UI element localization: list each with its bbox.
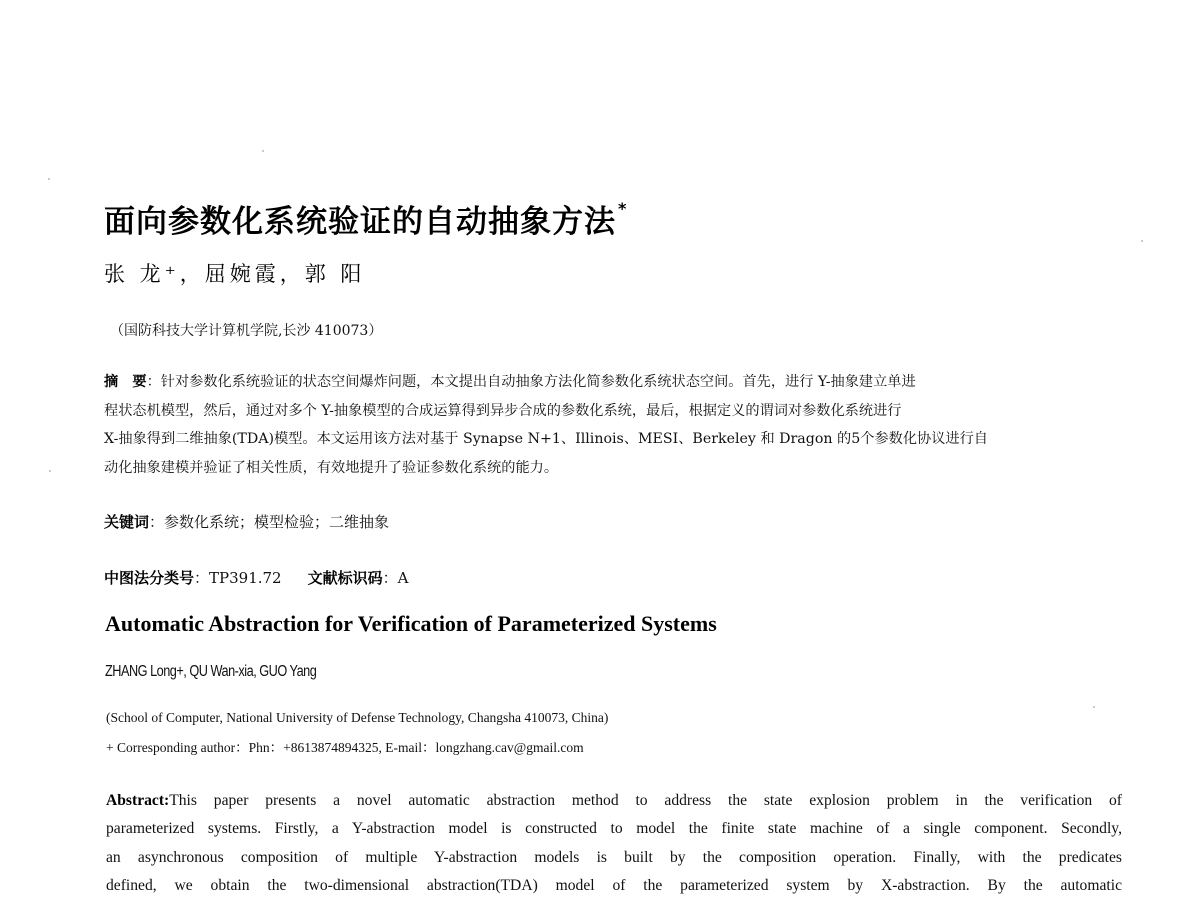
abstract-en-line [106,787,1122,815]
scan-speck [1141,240,1143,242]
abstract-cn-line: 程状态机模型，然后，通过对多个 Y-抽象模型的合成运算得到异步合成的参数化系统，最后，根据定义的谓词对参数化系统进行 [104,402,902,419]
abstract-en-line: defined, we obtain the two-dimensional abstraction(TDA) model of the parameterized system by X-abstraction. By the automatic [106,876,1122,894]
clc-value: ：TP391.72 [194,569,282,587]
doc-code-label: 文献标识码 [307,569,383,587]
abstract-cn-text: ：针对参数化系统验证的状态空间爆炸问题，本文提出自动抽象方法化简参数化系统状态空间。首先，进行 Y-抽象建立单进 [146,374,916,390]
paper-title-en: Automatic Abstraction for Verification of Parameterized Systems [105,611,717,636]
clc-label: 中图法分类号 [104,569,195,587]
classification-cn [104,567,408,588]
doc-code-value: ：A [382,569,409,587]
keywords-cn [104,511,389,532]
paper-title-cn-text: 面向参数化系统验证的自动抽象方法 [104,204,616,240]
abstract-cn-label: 摘 要 [104,374,147,390]
scan-speck [262,150,264,152]
keywords-cn-text: ：参数化系统；模型检验；二维抽象 [149,513,390,531]
abstract-cn-line: 动化抽象建模并验证了相关性质，有效地提升了验证参数化系统的能力。 [104,459,559,476]
corresponding-author-en: + Corresponding author：Phn：+8613874894325, E-mail：longzhang.cav@gmail.com [106,740,584,755]
title-footnote-mark: * [618,199,628,218]
scan-speck [1093,706,1095,708]
abstract-en-text: This paper presents a novel automatic abstraction method to address the state explosion problem in the verification of [169,792,1122,809]
authors-cn: 张 龙⁺，屈婉霞，郭 阳 [104,262,366,286]
abstract-en-line: parameterized systems. Firstly, a Y-abstraction model is constructed to model the finite state machine of a single component. Secondly, [106,820,1122,838]
abstract-cn [104,368,1122,482]
authors-en: ZHANG Long+, QU Wan-xia, GUO Yang [105,663,317,680]
paper-title-cn [104,196,627,241]
abstract-en-line: an asynchronous composition of multiple Y-abstraction models is built by the composition operation. Finally, with the predicates [106,848,1122,866]
abstract-cn-line [104,368,1122,397]
abstract-en [106,787,1122,900]
scan-speck [49,470,51,472]
affiliation-en: (School of Computer, National University of Defense Technology, Changsha 410073, China) [106,710,609,725]
keywords-cn-label: 关键词 [104,513,150,531]
abstract-en-label: Abstract: [106,792,170,809]
affiliation-cn: （国防科技大学计算机学院,长沙 410073） [110,323,383,339]
scan-speck [48,178,50,180]
abstract-cn-line: X-抽象得到二维抽象(TDA)模型。本文运用该方法对基于 Synapse N+1、Illinois、MESI、Berkeley 和 Dragon 的5个参数化协议进行自 [104,431,988,447]
